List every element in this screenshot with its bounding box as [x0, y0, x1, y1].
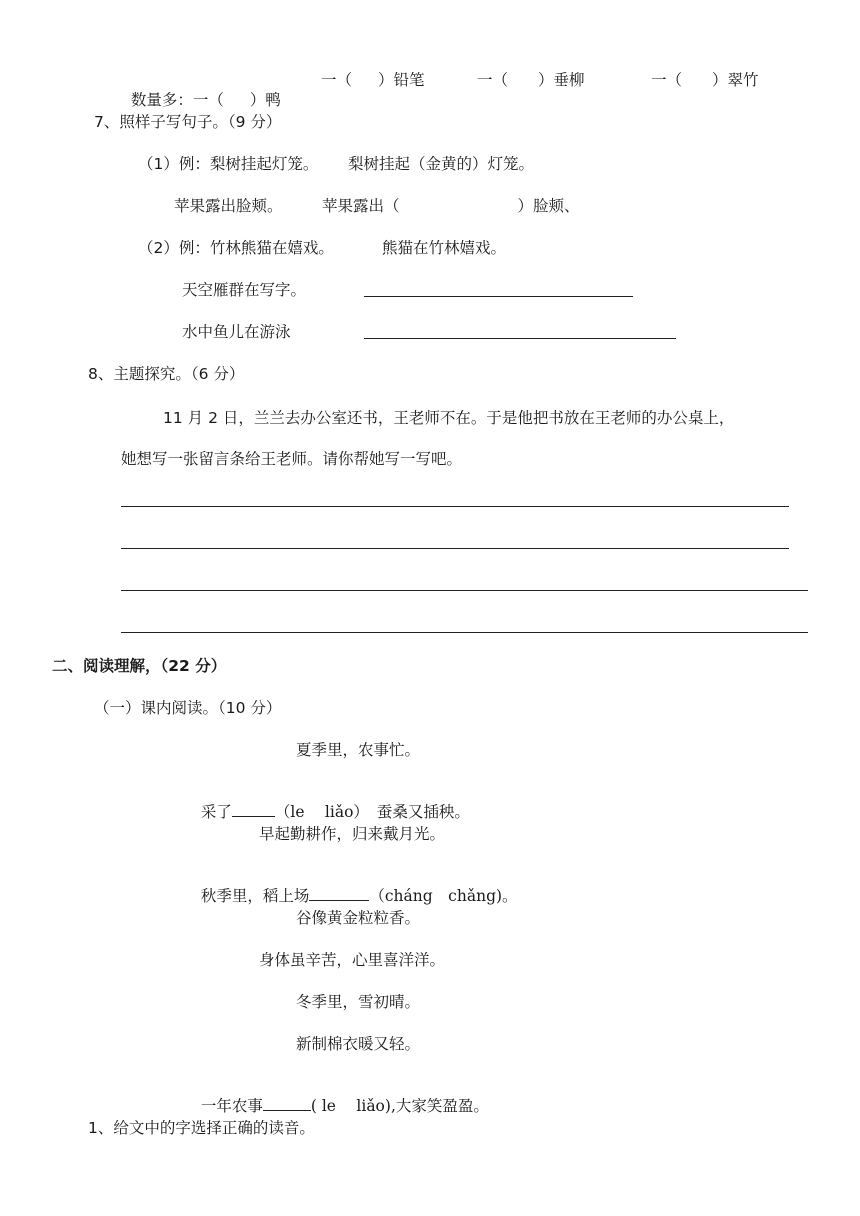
q7-part2-example: （2）例：竹林熊猫在嬉戏。 — [138, 239, 334, 257]
q7-part1-answer: 苹果露出（ ）脸颊、 — [322, 197, 580, 215]
question-7-title: 7、照样子写句子。（9 分） — [94, 113, 282, 131]
quantity-item-willow: 一（ ）垂柳 — [477, 71, 585, 89]
quantity-label: 数量多： — [130, 91, 193, 109]
quantity-row — [121, 70, 281, 110]
q8-prompt-line1: 11 月 2 日，兰兰去办公室还书，王老师不在。于是他把书放在王老师的办公桌上， — [163, 409, 735, 427]
section-2-title: 二、阅读理解，（22 分） — [52, 657, 227, 675]
q7-part2-example-answer: 熊猫在竹林嬉戏。 — [382, 239, 507, 257]
q7-part1-example-answer: 梨树挂起（金黄的）灯笼。 — [348, 155, 535, 173]
poem-line-1: 夏季里，农事忙。 — [296, 741, 421, 759]
writing-line-2[interactable] — [121, 548, 789, 549]
poem-line-3: 早起勤耕作，归来戴月光。 — [259, 825, 446, 843]
poem-line-7: 冬季里，雪初晴。 — [296, 993, 421, 1011]
section-2-subtitle: （一）课内阅读。（10 分） — [94, 699, 282, 717]
blank-1[interactable] — [232, 802, 275, 817]
q7-part2-task-b: 水中鱼儿在游泳 — [182, 323, 291, 341]
poem-line-2: 采了 （le liǎo） 蚕桑又插秧。 — [200, 803, 470, 821]
answer-line-a[interactable] — [364, 296, 633, 297]
quantity-item-bamboo: 一（ ）翠竹 — [651, 71, 759, 89]
poem-line-5: 谷像黄金粒粒香。 — [296, 909, 421, 927]
poem-line-9: 一年农事 ( le liǎo),大家笑盈盈。 — [200, 1097, 489, 1115]
poem-line-4: 秋季里，稻上场 （cháng chǎng)。 — [200, 887, 518, 905]
poem-line-8: 新制棉衣暖又轻。 — [296, 1035, 421, 1053]
q7-part1-task: 苹果露出脸颊。 — [174, 197, 283, 215]
poem-line-6: 身体虽辛苦，心里喜洋洋。 — [259, 951, 446, 969]
q8-prompt-line2: 她想写一张留言条给王老师。请你帮她写一写吧。 — [121, 450, 463, 468]
blank-3[interactable] — [263, 1096, 311, 1111]
q7-part1-example: （1）例：梨树挂起灯笼。 — [138, 155, 319, 173]
q7-part2-task-a: 天空雁群在写字。 — [182, 281, 307, 299]
quantity-item-pencil: 一（ ）铅笔 — [321, 71, 425, 89]
question-1-title: 1、给文中的字选择正确的读音。 — [88, 1119, 315, 1137]
quantity-item-duck: 一（ ）鸭 — [192, 91, 281, 109]
blank-2[interactable] — [309, 886, 369, 901]
writing-line-1[interactable] — [121, 506, 789, 507]
question-8-title: 8、主题探究。（6 分） — [88, 365, 245, 383]
writing-line-3[interactable] — [121, 590, 808, 591]
writing-line-4[interactable] — [121, 632, 808, 633]
answer-line-b[interactable] — [364, 338, 676, 339]
